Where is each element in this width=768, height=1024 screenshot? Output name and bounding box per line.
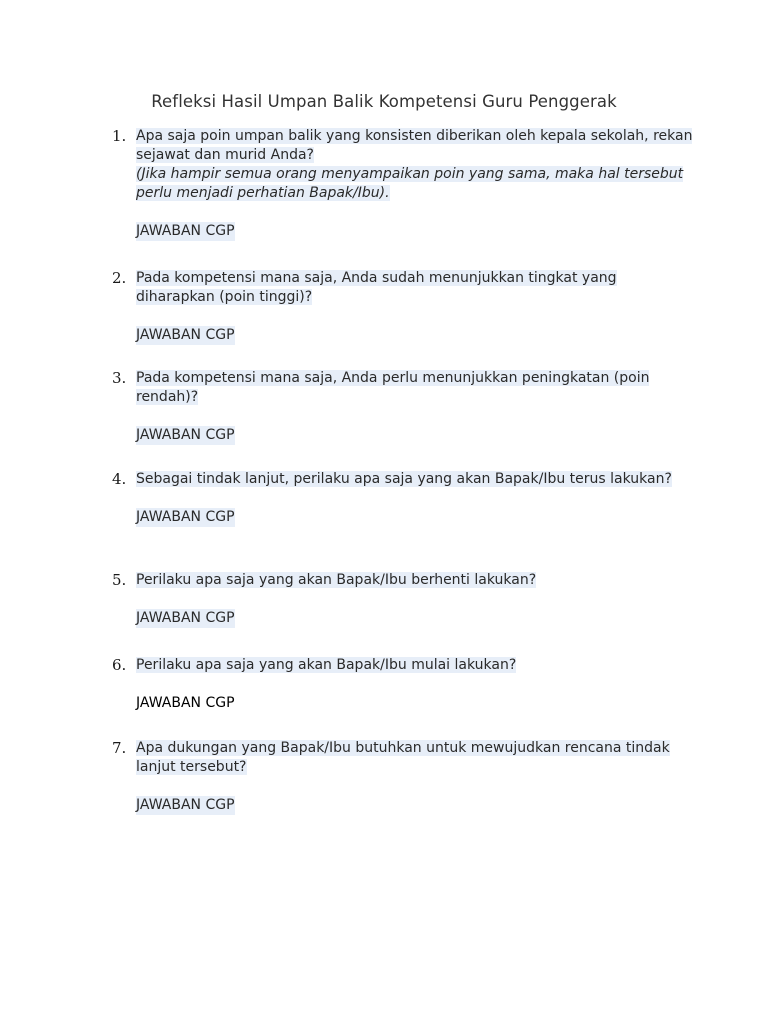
question-number: 6. [112, 656, 127, 674]
question-number: 1. [112, 127, 127, 145]
question-item-1 [112, 127, 696, 241]
question-text: Apa saja poin umpan balik yang konsisten diberikan oleh kepala sekolah, rekan sejawat dan murid Anda? [136, 128, 693, 163]
document-title: Refleksi Hasil Umpan Balik Kompetensi Guru Penggerak [151, 92, 617, 111]
question-text: Pada kompetensi mana saja, Anda sudah menunjukkan tingkat yang diharapkan (poin tinggi)? [136, 270, 617, 305]
question-item-3 [112, 369, 696, 445]
question-text: Pada kompetensi mana saja, Anda perlu menunjukkan peningkatan (poin rendah)? [136, 370, 650, 405]
answer-placeholder[interactable]: JAWABAN CGP [136, 509, 235, 525]
question-item-7 [112, 739, 696, 815]
question-number: 2. [112, 269, 127, 287]
question-item-5 [112, 571, 696, 628]
answer-placeholder[interactable]: JAWABAN CGP [136, 223, 235, 239]
question-item-2 [112, 269, 696, 345]
question-text: Perilaku apa saja yang akan Bapak/Ibu mulai lakukan? [136, 657, 517, 673]
question-item-4 [112, 470, 696, 527]
question-item-6 [112, 656, 696, 713]
question-text: Perilaku apa saja yang akan Bapak/Ibu berhenti lakukan? [136, 572, 537, 588]
answer-placeholder[interactable]: JAWABAN CGP [136, 610, 235, 626]
answer-placeholder[interactable]: JAWABAN CGP [136, 695, 235, 711]
answer-placeholder[interactable]: JAWABAN CGP [136, 427, 235, 443]
question-number: 7. [112, 739, 127, 757]
question-number: 4. [112, 470, 127, 488]
question-note: (Jika hampir semua orang menyampaikan poin yang sama, maka hal tersebut perlu menjadi perhatian Bapak/Ibu). [136, 166, 684, 201]
question-text: Sebagai tindak lanjut, perilaku apa saja yang akan Bapak/Ibu terus lakukan? [136, 471, 672, 487]
question-number: 3. [112, 369, 127, 387]
answer-placeholder[interactable]: JAWABAN CGP [136, 327, 235, 343]
answer-placeholder[interactable]: JAWABAN CGP [136, 797, 235, 813]
question-number: 5. [112, 571, 127, 589]
question-text: Apa dukungan yang Bapak/Ibu butuhkan untuk mewujudkan rencana tindak lanjut tersebut? [136, 740, 670, 775]
